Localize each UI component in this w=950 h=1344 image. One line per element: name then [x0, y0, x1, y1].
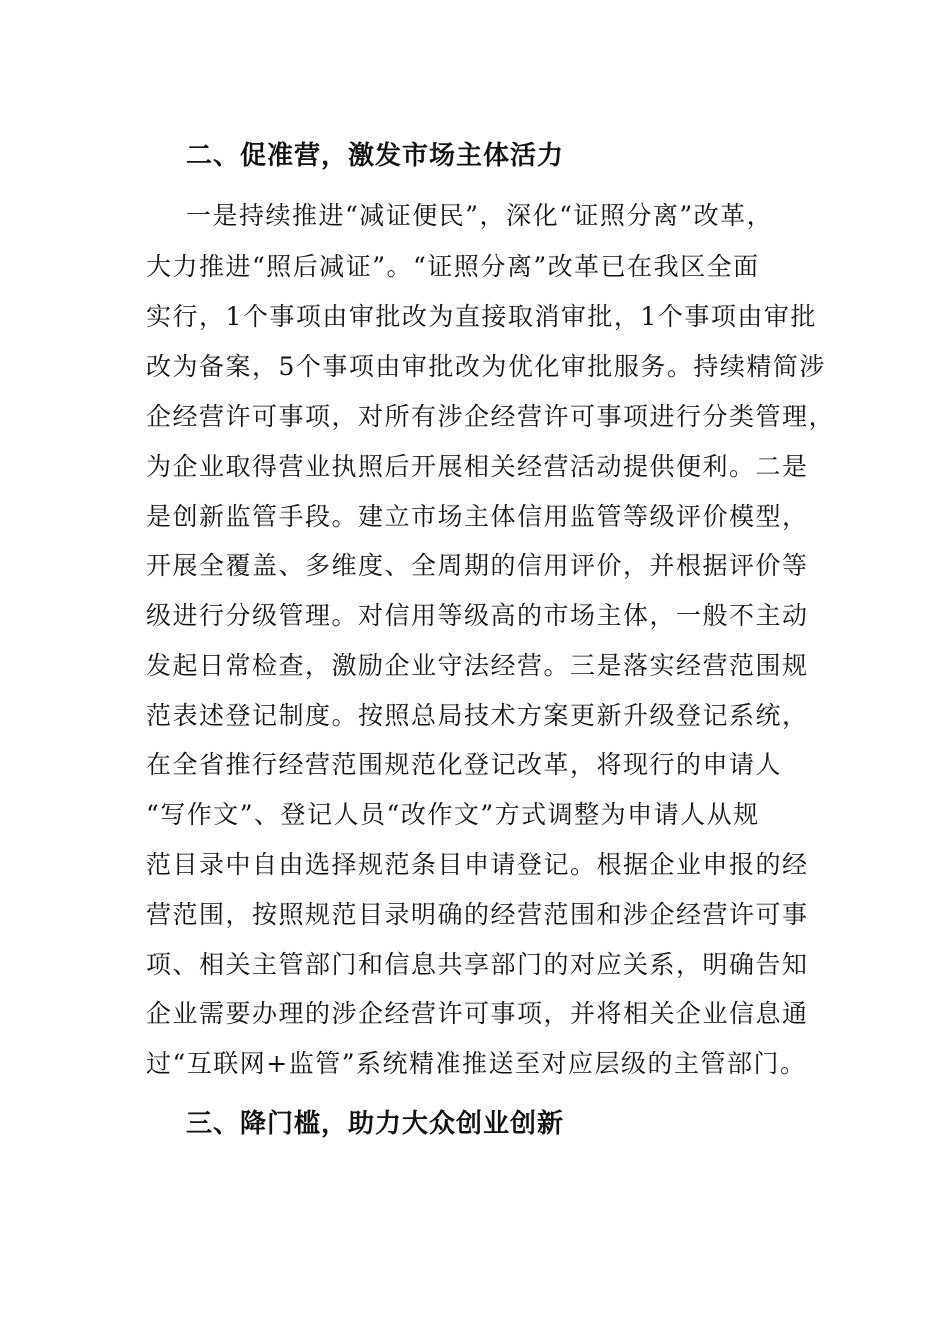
body-line: 级进行分级管理。对信用等级高的市场主体，一般不主动 — [146, 601, 809, 630]
body-line: 为企业取得营业执照后开展相关经营活动提供便利。二是 — [146, 452, 809, 481]
body-line: 企业需要办理的涉企经营许可事项，并将相关企业信息通 — [146, 999, 809, 1028]
body-line: 是创新监管手段。建立市场主体信用监管等级评价模型， — [146, 502, 809, 531]
body-line: 营范围，按照规范目录明确的经营范围和涉企经营许可事 — [146, 900, 809, 929]
body-line: 范目录中自由选择规范条目申请登记。根据企业申报的经 — [146, 850, 809, 879]
body-line: 一是持续推进“减证便民”，深化“证照分离”改革， — [186, 201, 774, 230]
body-line: 过“互联网+监管”系统精准推送至对应层级的主管部门。 — [146, 1049, 807, 1078]
body-line: 范表述登记制度。按照总局技术方案更新升级登记系统， — [146, 701, 809, 730]
body-line: 大力推进“照后减证”。“证照分离”改革已在我区全面 — [146, 252, 760, 281]
section-three-heading: 三、降门槛，助力大众创业创新 — [186, 1109, 565, 1139]
body-line: 项、相关主管部门和信息共享部门的对应关系，明确告知 — [146, 950, 809, 979]
body-line: 企经营许可事项，对所有涉企经营许可事项进行分类管理， — [146, 402, 836, 431]
body-line: 在全省推行经营范围规范化登记改革，将现行的申请人 — [146, 750, 783, 779]
body-line: “写作文”、登记人员“改作文”方式调整为申请人从规 — [146, 800, 760, 829]
body-line: 实行，1个事项由审批改为直接取消审批，1个事项由审批 — [146, 302, 817, 331]
body-line: 发起日常检查，激励企业守法经营。三是落实经营范围规 — [146, 651, 809, 680]
body-line: 改为备案，5个事项由审批改为优化审批服务。持续精简涉 — [146, 352, 826, 381]
section-two-heading: 二、促准营，激发市场主体活力 — [186, 141, 565, 171]
body-line: 开展全覆盖、多维度、全周期的信用评价，并根据评价等 — [146, 551, 809, 580]
